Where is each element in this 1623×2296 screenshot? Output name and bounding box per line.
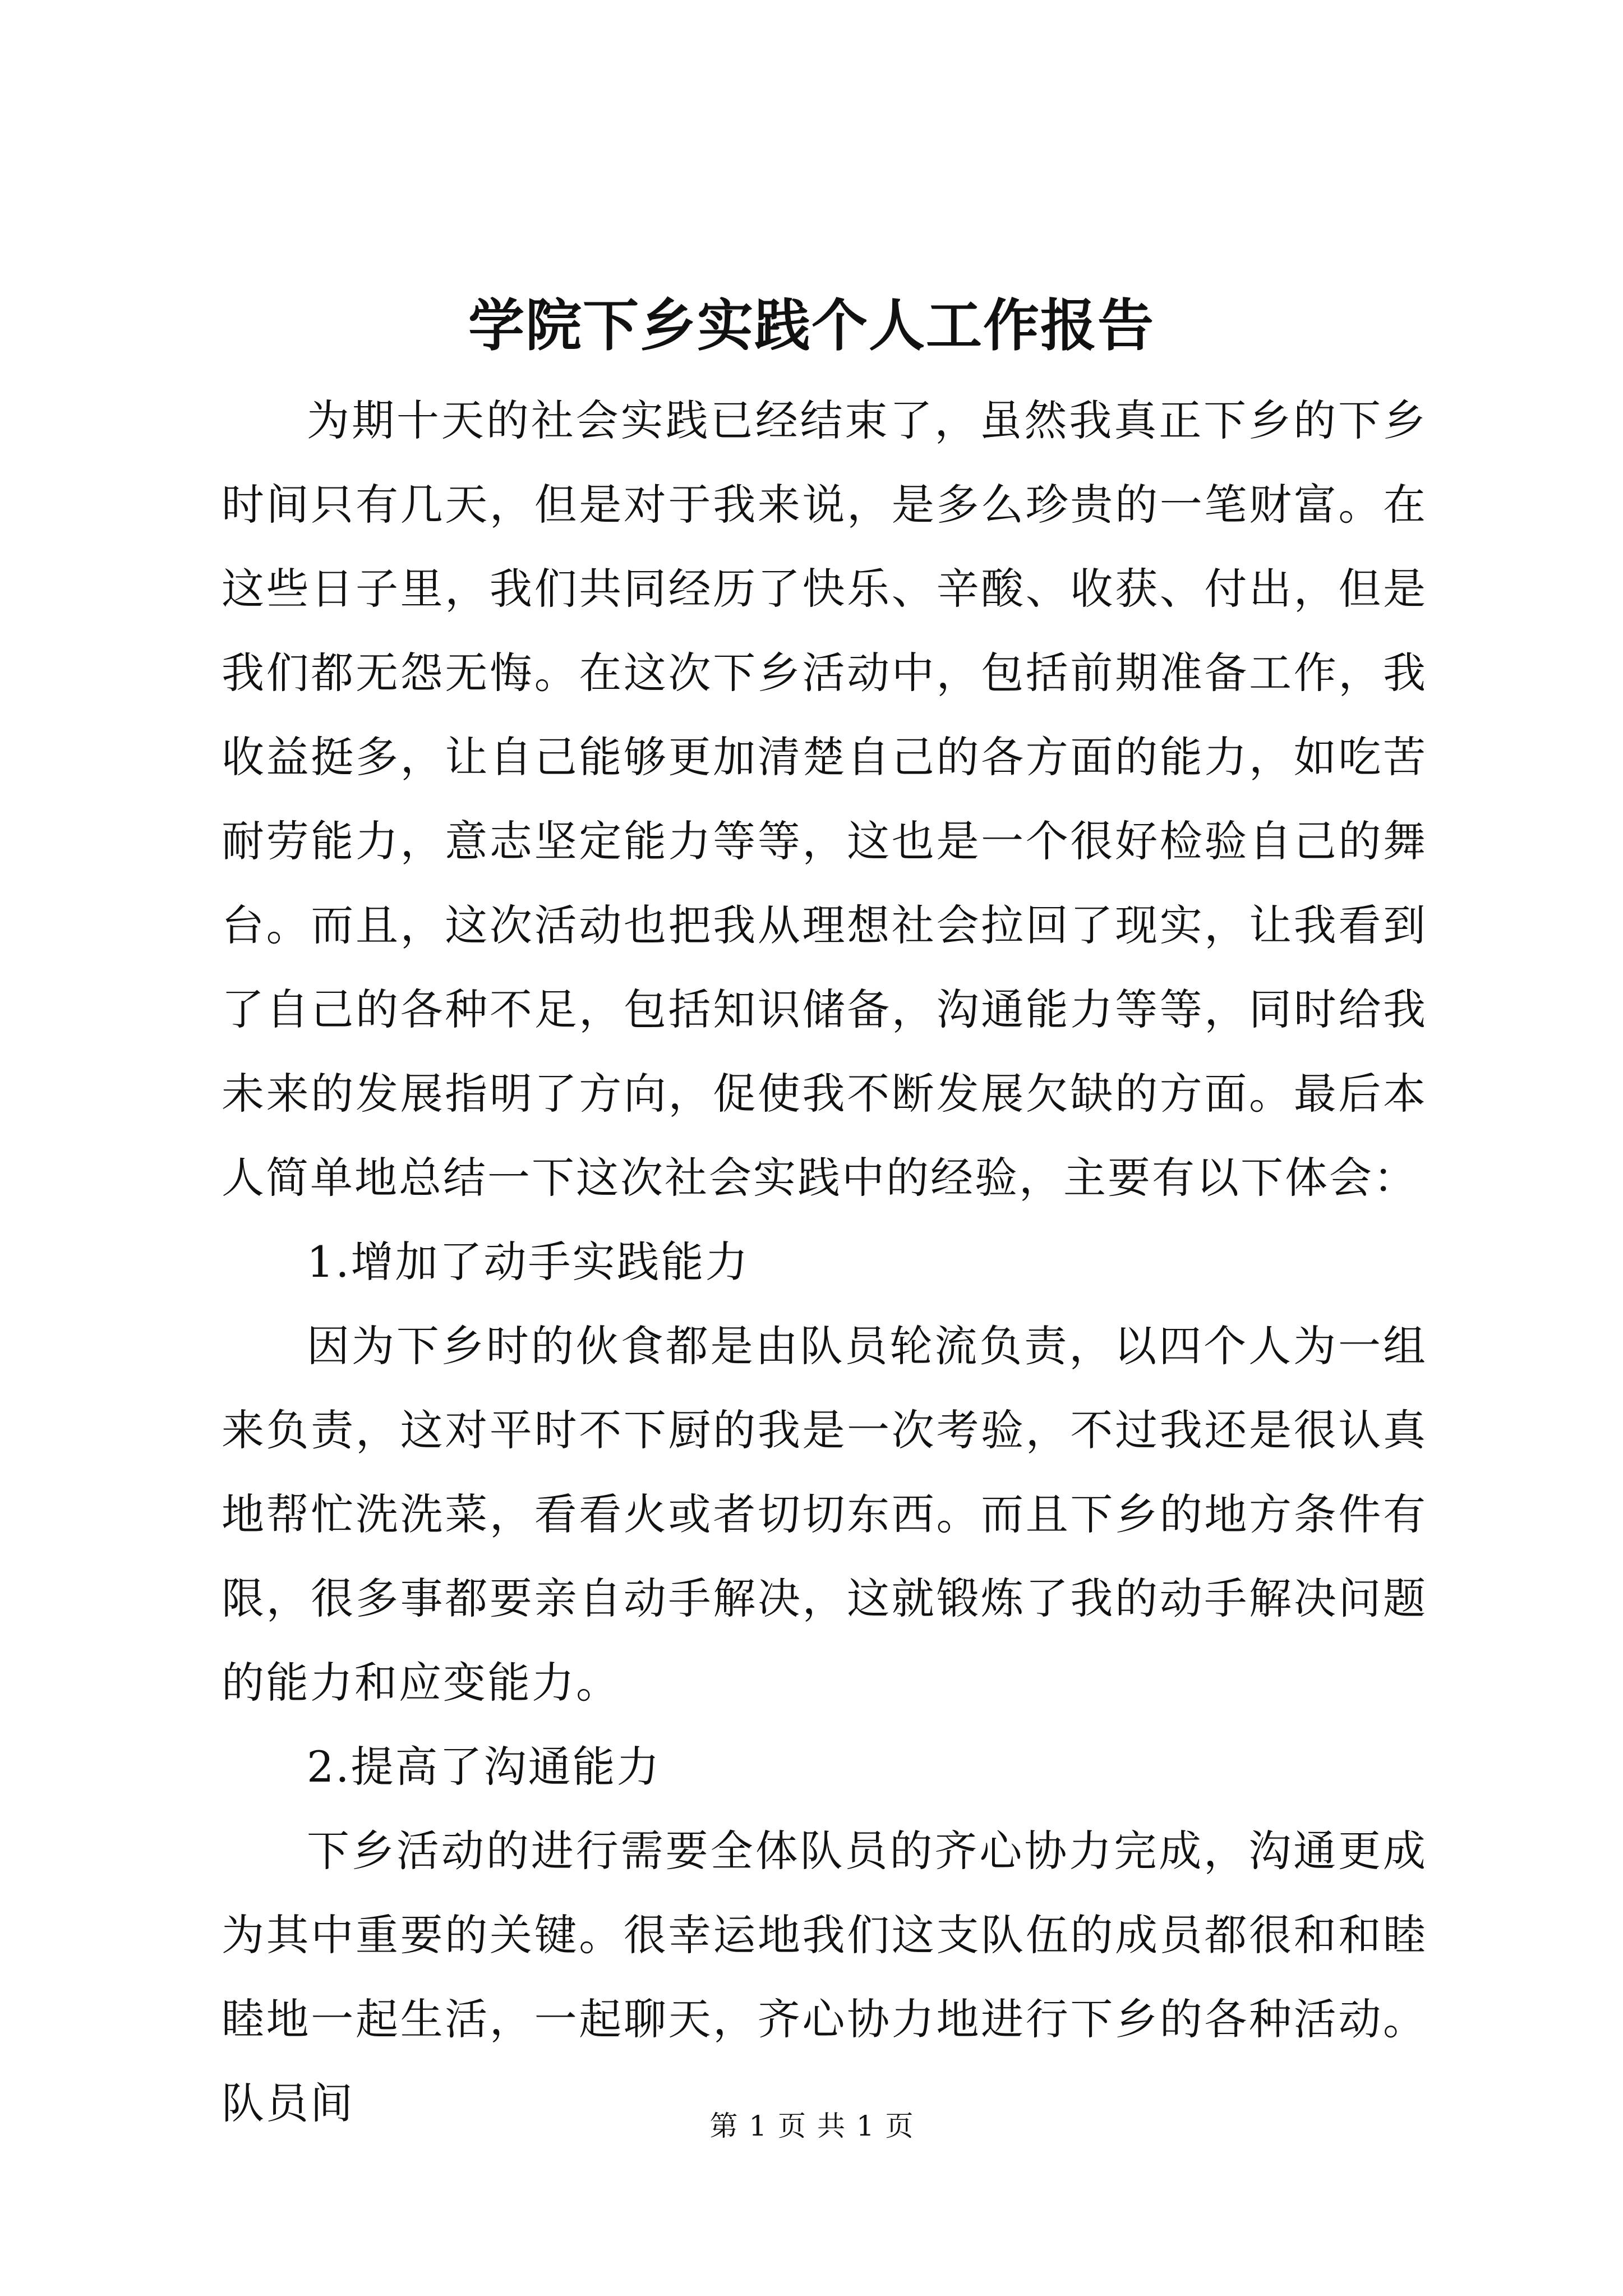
page-footer: 第 1 页 共 1 页 — [709, 2110, 914, 2142]
paragraph-section-1: 因为下乡时的伙食都是由队员轮流负责，以四个人为一组来负责，这对平时不下厨的我是一次考验，不过我还是很认真地帮忙洗洗菜，看看火或者切切东西。而且下乡的地方条件有限，很多事都要亲自动手解决，这就锻炼了我的动手解决问题的能力和应变能力。 — [222, 1321, 1427, 1708]
section-heading-2: 2.提高了沟通能力 — [307, 1742, 661, 1792]
document-body — [222, 379, 1427, 2146]
document-title: 学院下乡实践个人工作报告 — [468, 292, 1155, 358]
paragraph-section-2: 下乡活动的进行需要全体队员的齐心协力完成，沟通更成为其中重要的关键。很幸运地我们这支队伍的成员都很和和睦睦地一起生活，一起聊天，齐心协力地进行下乡的各种活动。队员间 — [222, 1826, 1427, 2128]
paragraph-intro: 为期十天的社会实践已经结束了，虽然我真正下乡的下乡时间只有几天，但是对于我来说，是多么珍贵的一笔财富。在这些日子里，我们共同经历了快乐、辛酸、收获、付出，但是我们都无怨无悔。在这次下乡活动中，包括前期准备工作，我收益挺多，让自己能够更加清楚自己的各方面的能力，如吃苦耐劳能力，意志坚定能力等等，这也是一个很好检验自己的舞台。而且，这次活动也把我从理想社会拉回了现实，让我看到了自己的各种不足，包括知识储备，沟通能力等等，同时给我未来的发展指明了方向，促使我不断发展欠缺的方面。最后本人简单地总结一下这次社会实践中的经验，主要有以下体会： — [222, 395, 1427, 1203]
section-heading-1: 1.增加了动手实践能力 — [307, 1237, 750, 1287]
